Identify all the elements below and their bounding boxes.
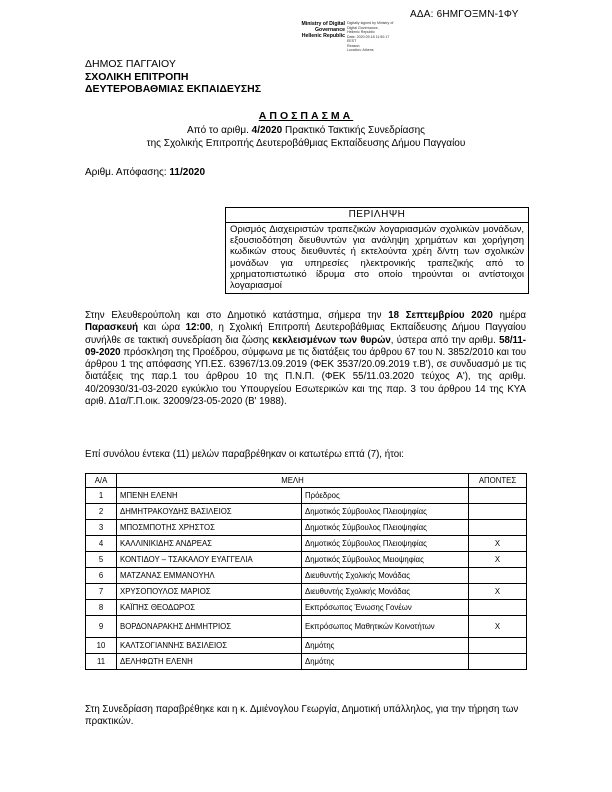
row-number: 8 xyxy=(86,600,117,616)
document-title: ΑΠΟΣΠΑΣΜΑ xyxy=(258,110,354,122)
absent-mark xyxy=(469,568,527,584)
table-row xyxy=(86,600,527,616)
header-aa: Α/Α xyxy=(86,474,117,488)
member-name: ΔΗΜΗΤΡΑΚΟΥΔΗΣ ΒΑΣΙΛΕΙΟΣ xyxy=(117,504,302,520)
member-role: Διευθυντής Σχολικής Μονάδας xyxy=(302,584,469,600)
invitation-number: 58/11-09-2020 xyxy=(85,334,526,358)
header-absent: ΑΠΟΝΤΕΣ xyxy=(469,474,527,488)
member-role: Πρόεδρος xyxy=(302,488,469,504)
municipality-name: ΔΗΜΟΣ ΠΑΓΓΑΙΟΥ xyxy=(85,58,176,70)
signature-detail-line: Location: Athens xyxy=(347,48,374,52)
member-role: Δημότης xyxy=(302,638,469,654)
signature-issuer-line: Governance xyxy=(315,27,345,33)
minutes-number: 4/2020 xyxy=(251,125,283,136)
table-header-row xyxy=(86,474,527,488)
table-row xyxy=(86,520,527,536)
signature-detail-line: Hellenic Republic xyxy=(347,30,375,34)
body-text: και ώρα xyxy=(138,322,186,334)
session-time: 12:00 xyxy=(185,322,211,334)
header-members: ΜΕΛΗ xyxy=(117,474,469,488)
summary-heading: ΠΕΡΙΛΗΨΗ xyxy=(226,208,528,223)
absent-mark: Χ xyxy=(469,616,527,638)
body-text: , η Σχολική Επιτροπή Δευτεροβάθμιας Εκπαίδευσης Δήμου Παγγαίου συνήλθε σε τακτική συνεδρίαση δια ζώσης xyxy=(85,322,526,346)
row-number: 5 xyxy=(86,552,117,568)
table-row xyxy=(86,638,527,654)
session-date: 18 Σεπτεμβρίου 2020 xyxy=(388,310,493,321)
member-role: Δημότης xyxy=(302,654,469,670)
signature-detail-line: Digital Governance, xyxy=(347,25,379,30)
issuer-header xyxy=(85,58,261,96)
member-name: ΚΟΝΤΙΔΟΥ – ΤΣΑΚΑΛΟΥ ΕΥΑΓΓΕΛΙΑ xyxy=(117,552,302,568)
member-role: Εκπρόσωπος Ένωσης Γονέων xyxy=(302,600,469,616)
decision-value: 11/2020 xyxy=(169,167,206,178)
closing-paragraph: Στη Συνεδρίαση παραβρέθηκε και η κ. Δμιένογλου Γεωργία, Δημοτική υπάλληλος, για την τήρηση των πρακτικών. xyxy=(85,704,519,728)
members-table xyxy=(85,473,527,670)
signature-details xyxy=(347,21,419,53)
extract-suffix: Πρακτικό Τακτικής Συνεδρίασης xyxy=(282,125,425,136)
row-number: 10 xyxy=(86,638,117,654)
absent-mark xyxy=(469,654,527,670)
member-name: ΒΟΡΔΟΝΑΡΑΚΗΣ ΔΗΜΗΤΡΙΟΣ xyxy=(117,616,302,638)
member-role: Δημοτικός Σύμβουλος Μειοψηφίας xyxy=(302,552,469,568)
absent-mark: Χ xyxy=(469,552,527,568)
row-number: 3 xyxy=(86,520,117,536)
signature-detail-line: EEST xyxy=(347,39,357,43)
member-role: Εκπρόσωπος Μαθητικών Κοινοτήτων xyxy=(302,616,469,638)
member-name: ΚΑΛΤΣΟΓΙΑΝΝΗΣ ΒΑΣΙΛΕΙΟΣ xyxy=(117,638,302,654)
absent-mark xyxy=(469,504,527,520)
extract-prefix: Από το αριθμ. xyxy=(187,125,252,136)
row-number: 2 xyxy=(86,504,117,520)
absent-mark xyxy=(469,488,527,504)
extract-line-2: της Σχολικής Επιτροπής Δευτεροβάθμιας Εκπαίδευσης Δήμου Παγγαίου xyxy=(146,137,466,149)
member-role: Δημοτικός Σύμβουλος Πλειοψηφίας xyxy=(302,504,469,520)
session-day: Παρασκευή xyxy=(85,322,139,334)
table-row xyxy=(86,584,527,600)
table-row xyxy=(86,616,527,638)
member-name: ΚΑΛΛΙΝΙΚΙΔΗΣ ΑΝΔΡΕΑΣ xyxy=(117,536,302,552)
decision-label: Αριθμ. Απόφασης: xyxy=(85,167,170,178)
summary-box xyxy=(225,207,529,294)
committee-level: ΔΕΥΤΕΡΟΒΑΘΜΙΑΣ ΕΚΠΑΙΔΕΥΣΗΣ xyxy=(85,83,262,95)
row-number: 6 xyxy=(86,568,117,584)
member-name: ΜΠΟΣΜΠΟΤΗΣ ΧΡΗΣΤΟΣ xyxy=(117,520,302,536)
absent-mark xyxy=(469,600,527,616)
signature-detail-line: Digitally signed by Ministry of xyxy=(347,21,394,25)
table-row xyxy=(86,504,527,520)
table-row xyxy=(86,488,527,504)
member-name: ΧΡΥΣΟΠΟΥΛΟΣ ΜΑΡΙΟΣ xyxy=(117,584,302,600)
table-row xyxy=(86,536,527,552)
session-paragraph xyxy=(85,310,526,408)
row-number: 7 xyxy=(86,584,117,600)
closed-doors: κεκλεισμένων των θυρών xyxy=(272,334,391,346)
member-role: Δημοτικός Σύμβουλος Πλειοψηφίας xyxy=(302,536,469,552)
member-name: ΚΑΪΠΗΣ ΘΕΟΔΩΡΟΣ xyxy=(117,600,302,616)
digital-signature-stamp xyxy=(279,21,419,57)
signature-issuer-line: Hellenic Republic xyxy=(301,33,345,39)
table-row xyxy=(86,654,527,670)
signature-issuer xyxy=(279,21,345,39)
table-row xyxy=(86,568,527,584)
body-text: , ύστερα από την αριθμ. xyxy=(390,334,500,346)
row-number: 4 xyxy=(86,536,117,552)
absent-mark xyxy=(469,638,527,654)
member-name: ΜΠΕΝΗ ΕΛΕΝΗ xyxy=(117,488,302,504)
summary-text: Ορισμός Διαχειριστών τραπεζικών λογαριασμών σχολικών μονάδων, εξουσιοδότηση διευθυντών για ανάληψη χρημάτων και χορήγηση κωδικών στους διευθυντές ή εκτελούντα χρέη δ/ντη των σχολικών μονάδων για υπηρεσίες ηλεκτρονικής τραπεζικής από το χρηματοπιστωτικό ίδρυμα στο οποίο τηρούνται οι αντίστοιχοι λογαριασμοί xyxy=(230,224,524,292)
member-role: Δημοτικός Σύμβουλος Πλειοψηφίας xyxy=(302,520,469,536)
signature-detail-line: Reason: xyxy=(347,43,361,48)
attendance-intro: Επί συνόλου έντεκα (11) μελών παραβρέθηκαν οι κατωτέρω επτά (7), ήτοι: xyxy=(85,449,405,460)
row-number: 9 xyxy=(86,616,117,638)
signature-detail-line: Date: 2020.09.18 11:50:17 xyxy=(347,34,390,39)
signature-issuer-line: Ministry of Digital xyxy=(301,21,345,27)
extract-line-1 xyxy=(0,125,612,138)
body-text: πρόσκληση της Προέδρου, σύμφωνα με τις διατάξεις του άρθρου 67 του Ν. 3852/2010 και του άρθρου 1 της απόφασης ΥΠ.ΕΣ. 63967/13.09.2019 (ΦΕΚ 3537/20.09.2019 τ.Β'), σε συνδυασμό με τις διατάξεις της παρ.1 του άρθρου 10 της Π.Ν.Π. (ΦΕΚ 55/11.03.2020 τεύχος Α'), της αριθμ. 40/20930/31-03-2020 εγκύκλιο του Υπουργείου Εσωτερικών και της παρ. 3 του άρθρου 14 της ΚΥΑ αριθ. Δ1α/Γ.Π.οικ. 32009/23-05-2020 (Β' 1988). xyxy=(85,346,526,408)
absent-mark: Χ xyxy=(469,584,527,600)
absent-mark: Χ xyxy=(469,536,527,552)
table-row xyxy=(86,552,527,568)
committee-name: ΣΧΟΛΙΚΗ ΕΠΙΤΡΟΠΗ xyxy=(85,70,189,83)
decision-number xyxy=(85,167,205,178)
body-text: ημέρα xyxy=(492,310,526,321)
member-name: ΜΑΤΖΑΝΑΣ ΕΜΜΑΝΟΥΗΛ xyxy=(117,568,302,584)
ada-code: ΑΔΑ: 6ΗΜΓΟΞΜΝ-1ΦΥ xyxy=(410,9,519,20)
absent-mark xyxy=(469,520,527,536)
member-role: Διευθυντής Σχολικής Μονάδας xyxy=(302,568,469,584)
extract-reference xyxy=(0,125,612,150)
member-name: ΔΕΛΗΦΩΤΗ ΕΛΕΝΗ xyxy=(117,654,302,670)
row-number: 11 xyxy=(86,654,117,670)
body-text: Στην Ελευθερούπολη και στο Δημοτικό κατάστημα, σήμερα την xyxy=(85,310,389,321)
row-number: 1 xyxy=(86,488,117,504)
